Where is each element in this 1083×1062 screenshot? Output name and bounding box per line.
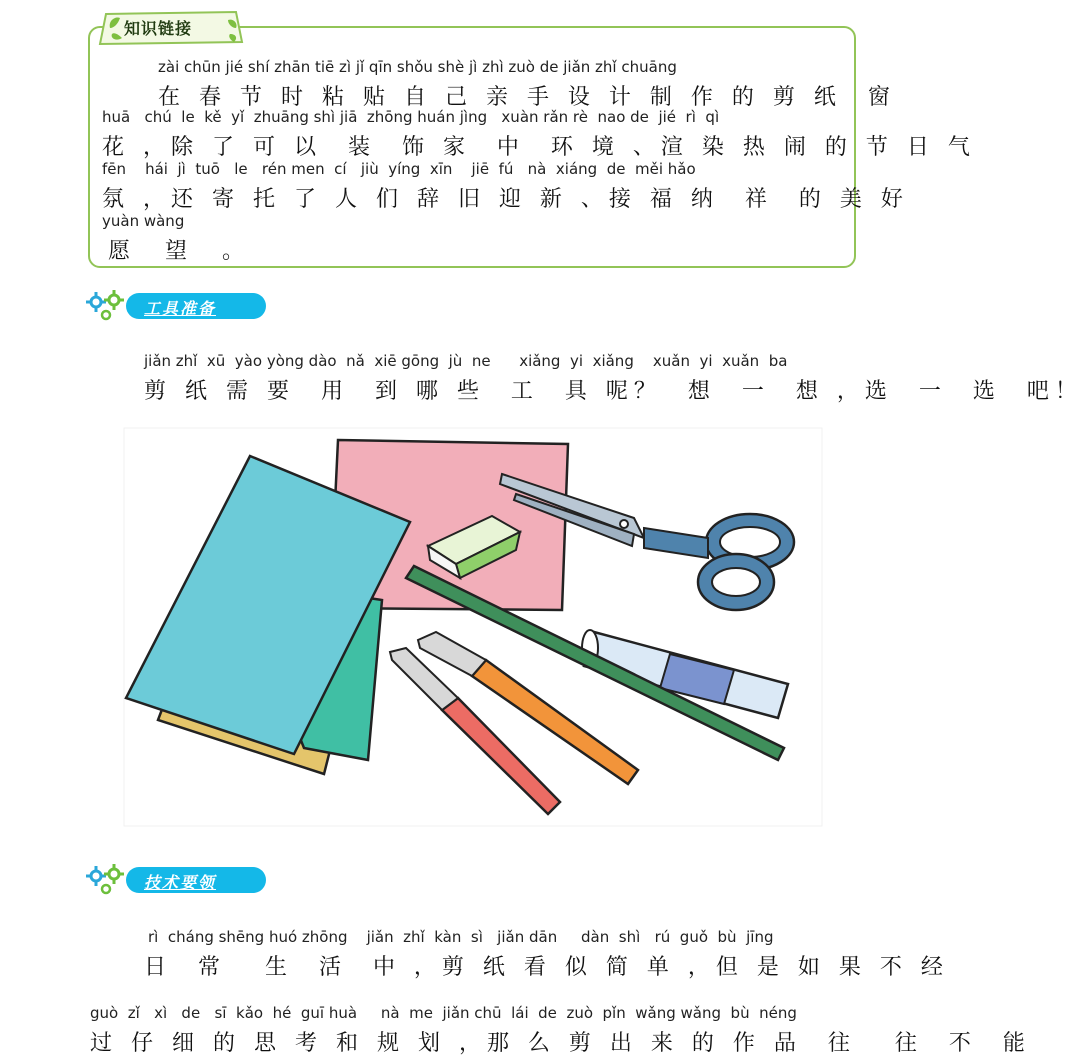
knowledge-pinyin-4: yuàn wàng [102,212,185,230]
section2-pinyin-1: rì cháng shēng huó zhōng jiǎn zhǐ kàn sì jiǎn dān dàn shì rú guǒ bù jīng [148,928,774,946]
section2-hanzi-2: 过 仔 细 的 思 考 和 规 划 ，那 么 剪 出 来 的 作 品 往 往 不 能 [90,1031,1031,1056]
knowledge-banner-title: 知识链接 [124,19,193,38]
section1-question-hanzi: 剪 纸 需 要 用 到 哪 些 工 具 呢？ 想 一 想 ，选 一 选 吧！ [144,379,1083,404]
knowledge-pinyin-3: fēn hái jì tuō le rén men cí jiù yíng xīn jiē fú nà xiáng de měi hǎo [102,160,696,178]
section1-heading: 工具准备 [144,299,217,318]
knowledge-hanzi-1: 在 春 节 时 粘 贴 自 己 亲 手 设 计 制 作 的 剪 纸 窗 [158,85,896,110]
knowledge-pinyin-1: zài chūn jié shí zhān tiē zì jǐ qīn shǒu shè jì zhì zuò de jiǎn zhǐ chuāng [158,58,677,76]
knowledge-hanzi-3: 氛 ，还 寄 托 了 人 们 辞 旧 迎 新 、接 福 纳 祥 的 美 好 [102,187,909,212]
section2-pinyin-2: guò zǐ xì de sī kǎo hé guī huà nà me jiǎn chū lái de zuò pǐn wǎng wǎng bù néng [90,1004,797,1022]
knowledge-hanzi-4: 愿 望 。 [108,239,258,264]
section2-heading: 技术要领 [144,873,217,892]
section1-question-pinyin: jiǎn zhǐ xū yào yòng dào nǎ xiē gōng jù ne xiǎng yi xiǎng xuǎn yi xuǎn ba [144,352,788,370]
section2-hanzi-1: 日 常 生 活 中 ，剪 纸 看 似 简 单 ，但 是 如 果 不 经 [144,955,949,980]
gears-icon-2 [86,862,126,898]
knowledge-pinyin-2: huā chú le kě yǐ zhuāng shì jiā zhōng huán jìng xuàn rǎn rè nao de jié rì qì [102,108,720,126]
tools-illustration [124,428,822,826]
gears-icon [86,288,126,324]
knowledge-hanzi-2: 花 ，除 了 可 以 装 饰 家 中 环 境 、渲 染 热 闹 的 节 日 气 [102,135,976,160]
